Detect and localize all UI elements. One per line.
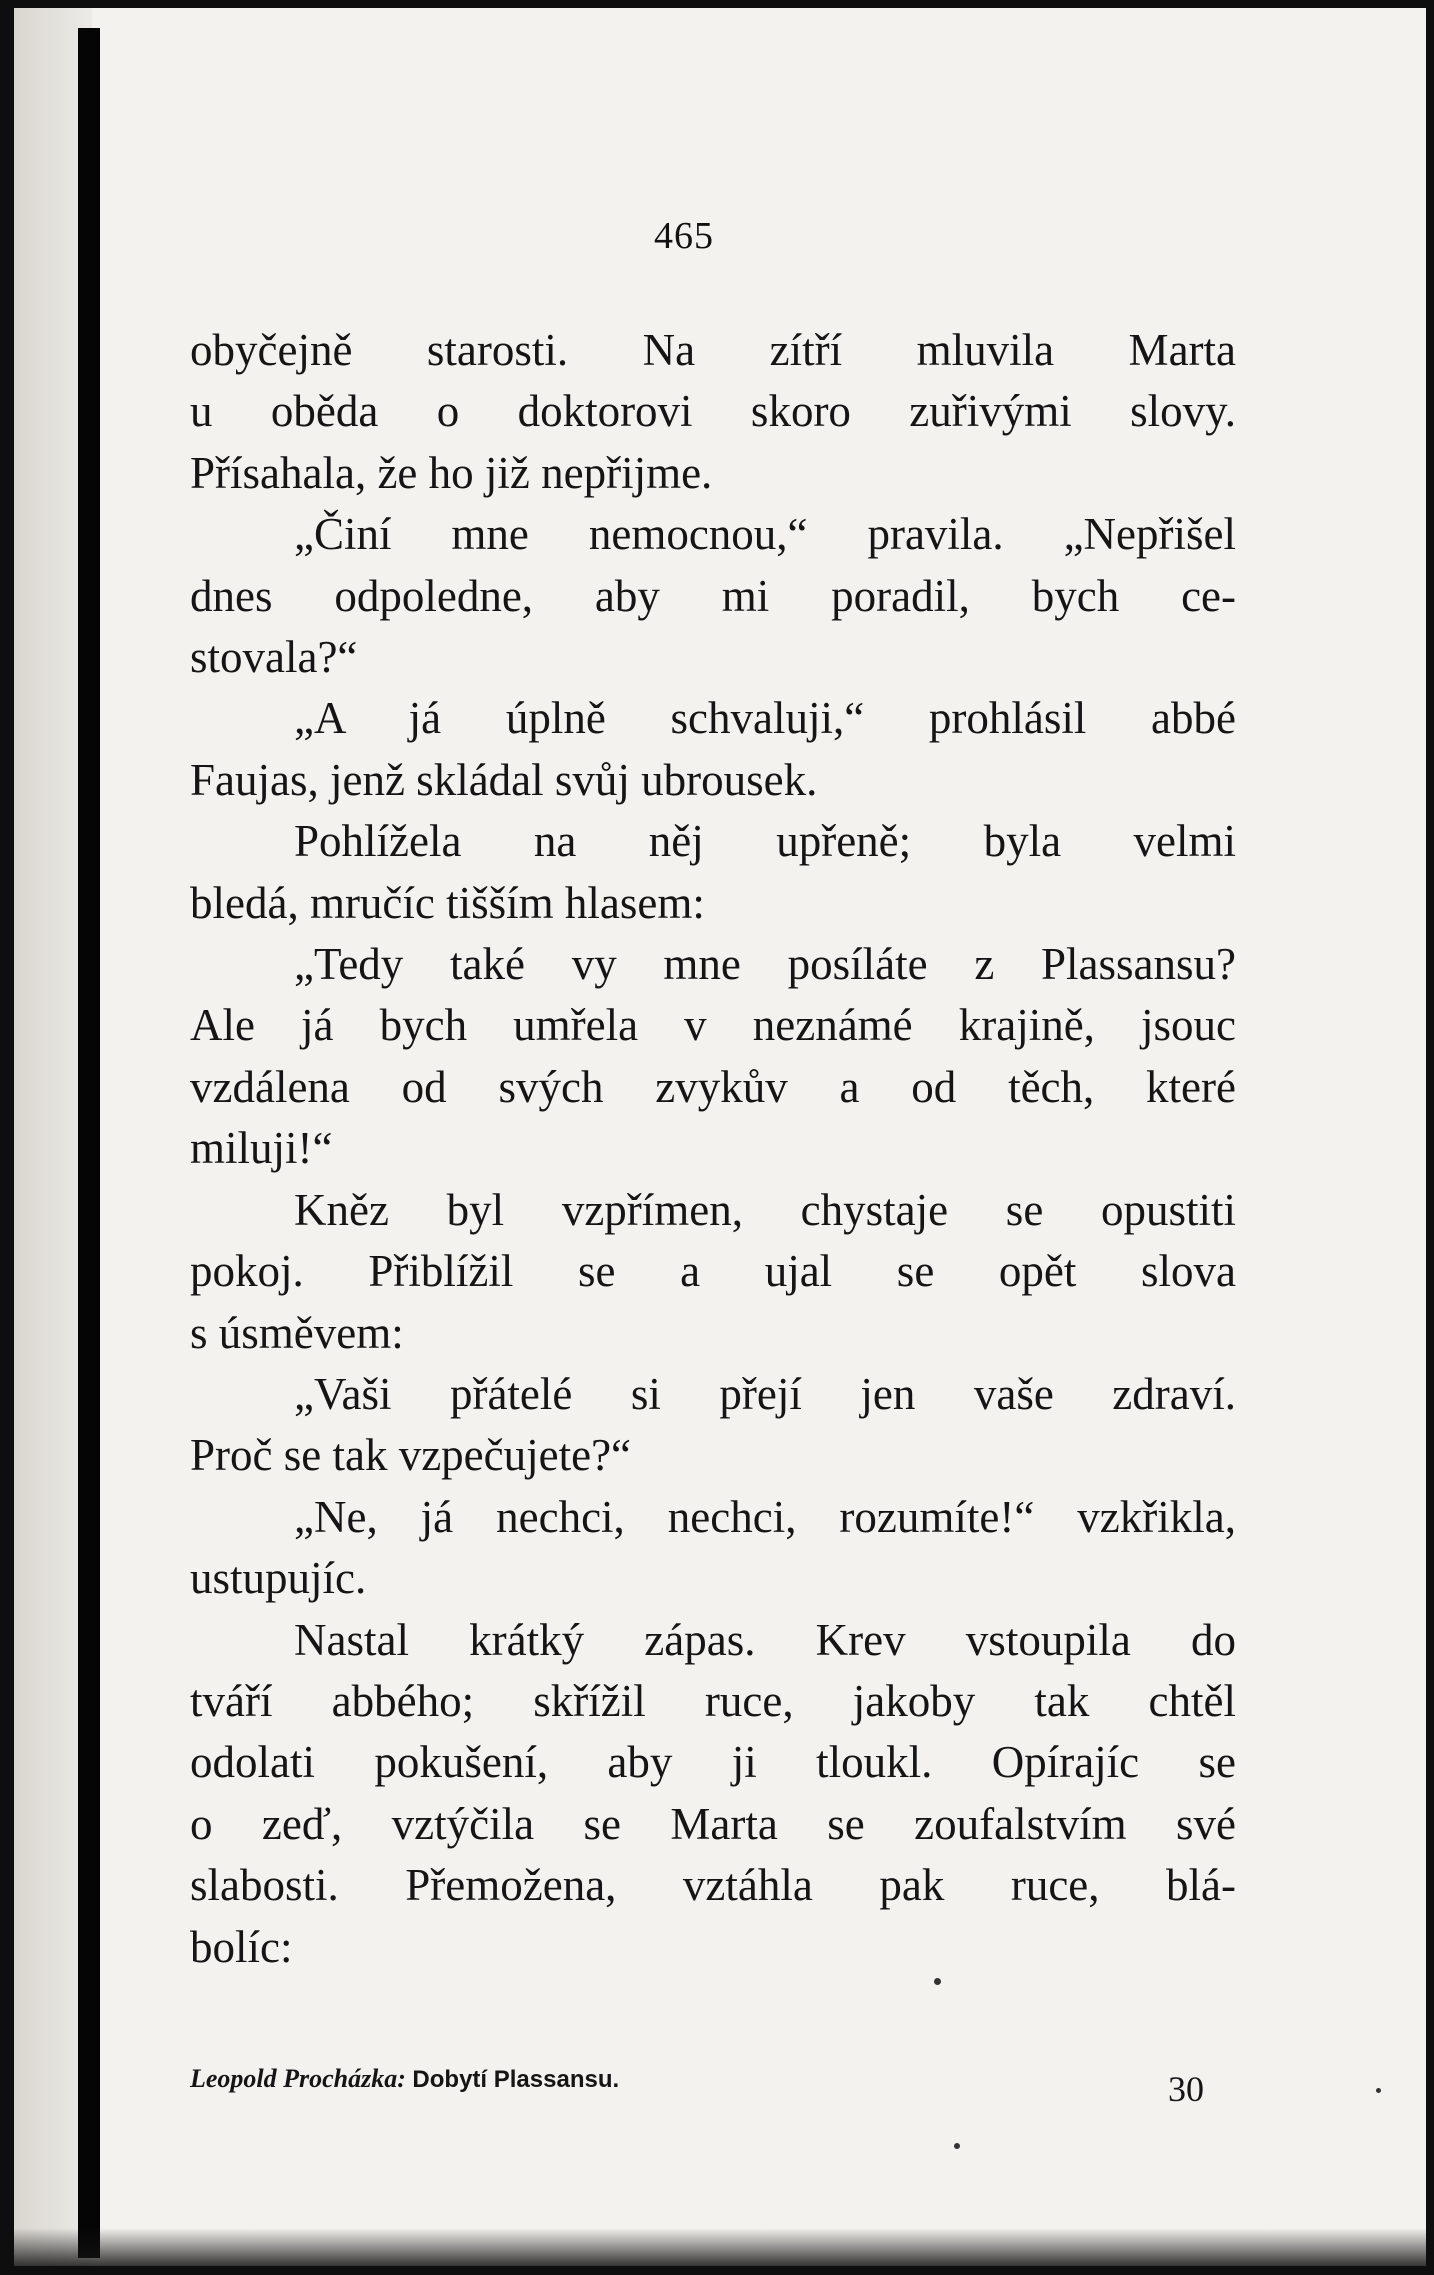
text-line: odolati pokušení, aby ji tloukl. Opírajíc se bbox=[190, 1737, 1236, 1788]
footer-title: Dobytí Plassansu. bbox=[412, 2066, 620, 2093]
paper-speck bbox=[934, 1978, 941, 1985]
footer-author: Leopold Procházka: bbox=[190, 2064, 406, 2093]
text-line: „Tedy také vy mne posíláte z Plassansu? bbox=[294, 939, 1236, 990]
body-text bbox=[190, 320, 1236, 1978]
page-number: 465 bbox=[654, 215, 714, 257]
text-line: Faujas, jenž skládal svůj ubrousek. bbox=[190, 754, 818, 805]
text-line: pokoj. Přiblížil se a ujal se opět slova bbox=[190, 1246, 1236, 1297]
text-line: s úsměvem: bbox=[190, 1307, 404, 1358]
text-line: „A já úplně schvaluji,“ prohlásil abbé bbox=[294, 693, 1236, 744]
text-line: bledá, mručíc tišším hlasem: bbox=[190, 877, 705, 928]
printer-footer bbox=[190, 2064, 1236, 2124]
book-page bbox=[14, 8, 1426, 2266]
text-line: o zeď, vztýčila se Marta se zoufalstvím své bbox=[190, 1798, 1236, 1849]
text-line: Ale já bych umřela v neznámé krajině, jsouc bbox=[190, 1000, 1236, 1051]
text-line: stovala?“ bbox=[190, 632, 358, 683]
text-line: ustupujíc. bbox=[190, 1553, 367, 1604]
signature-mark: 30 bbox=[1168, 2069, 1204, 2109]
text-line: „Ne, já nechci, nechci, rozumíte!“ vzkřikla, bbox=[294, 1491, 1236, 1542]
text-line: tváří abbého; skřížil ruce, jakoby tak chtěl bbox=[190, 1675, 1236, 1726]
paper-speck bbox=[1376, 2088, 1381, 2093]
text-line: u oběda o doktorovi skoro zuřivými slovy. bbox=[190, 386, 1236, 437]
text-line: miluji!“ bbox=[190, 1123, 333, 1174]
paper-speck bbox=[954, 2143, 960, 2149]
text-line: Kněz byl vzpřímen, chystaje se opustiti bbox=[294, 1184, 1236, 1235]
text-line: bolíc: bbox=[190, 1921, 293, 1972]
text-line: dnes odpoledne, aby mi poradil, bych ce- bbox=[190, 570, 1236, 621]
text-line: obyčejně starosti. Na zítří mluvila Marta bbox=[190, 325, 1236, 375]
text-line: Pohlížela na něj upřeně; byla velmi bbox=[294, 816, 1236, 867]
text-line: Přísahala, že ho již nepřijme. bbox=[190, 447, 713, 498]
page-bottom-shadow bbox=[14, 2228, 1426, 2266]
text-line: Nastal krátký zápas. Krev vstoupila do bbox=[294, 1614, 1236, 1665]
text-line: „Vaši přátelé si přejí jen vaše zdraví. bbox=[294, 1368, 1236, 1419]
text-line: slabosti. Přemožena, vztáhla pak ruce, blá- bbox=[190, 1860, 1236, 1911]
text-line: „Činí mne nemocnou,“ pravila. „Nepřišel bbox=[294, 509, 1236, 560]
gutter-edge bbox=[78, 28, 100, 2258]
text-line: vzdálena od svých zvykův a od těch, které bbox=[190, 1061, 1236, 1112]
text-line: Proč se tak vzpečujete?“ bbox=[190, 1430, 632, 1481]
